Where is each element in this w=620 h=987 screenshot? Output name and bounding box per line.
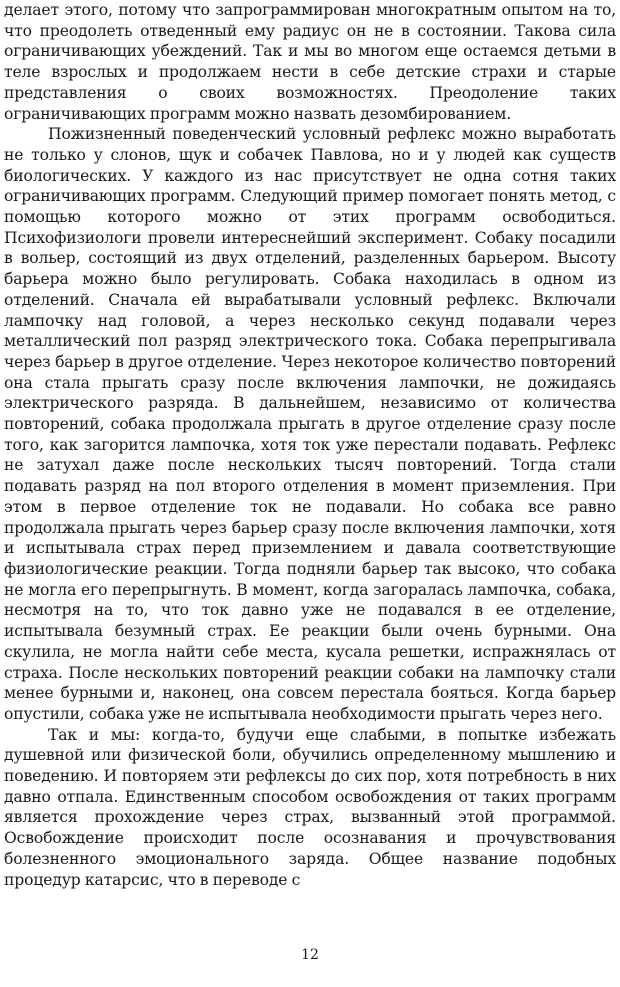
paragraph-1: делает этого, потому что запрограммирован многократным опытом на то, что преодолеть отведенный ему радиус он не в состоянии. Такова сила ограничивающих убеждений. Так и мы во многом еще остаемся детьми в теле взрослых и продолжаем нести в себе детские страхи и старые представления о своих возможностях. Преодоление таких ограничивающих программ можно назвать дезомбированием. [4, 1, 616, 123]
paragraph-3: Так и мы: когда-то, будучи еще слабыми, в попытке избежать душевной или физической боли, обучились определенному мышлению и поведению. И повторяем эти рефлексы до сих пор, хотя потребность в них давно отпала. Единственным способом освобождения от таких программ является прохождение через страх, вызванный этой программой. Освобождение происходит после осознавания и прочувствования болезненного эмоционального заряда. Общее название подобных процедур катарсис, что в переводе с [4, 725, 616, 889]
book-page [4, 0, 616, 987]
body-text [4, 0, 616, 890]
paragraph-2: Пожизненный поведенческий условный рефлекс можно выработать не только у слонов, щук и собачек Павлова, но и у людей как существ биологических. У каждого из нас присутствует не одна сотня таких ограничивающих программ. Следующий пример помогает понять метод, с помощью которого можно от этих программ освободиться. Психофизиологи провели интереснейший эксперимент. Собаку посадили в вольер, состоящий из двух отделений, разделенных барьером. Высоту барьера можно было регулировать. Собака находилась в одном из отделений. Сначала ей вырабатывали условный рефлекс. Включали лампочку над головой, а через несколько секунд подавали через металлический пол разряд электрического тока. Собака перепрыгивала через барьер в другое отделение. Через некоторое количество повторений она стала прыгать сразу после включения лампочки, не дожидаясь электрического разряда. В дальнейшем, независимо от количества повторений, собака продолжала прыгать в другое отделение сразу после того, как загорится лампочка, хотя ток уже перестали подавать. Рефлекс не затухал даже после нескольких тысяч повторений. Тогда стали подавать разряд на пол второго отделения в момент приземления. При этом в первое отделение ток не подавали. Но собака все равно продолжала прыгать через барьер сразу после включения лампочки, хотя и испытывала страх перед приземлением и давала соответствующие физиологические реакции. Тогда подняли барьер так высоко, что собака не могла его перепрыгнуть. В момент, когда загоралась лампочка, собака, несмотря на то, что ток давно уже не подавался в ее отделение, испытывала безумный страх. Ее реакции были очень бурными. Она скулила, не могла найти себе места, кусала решетки, испражнялась от страха. После нескольких повторений реакции собаки на лампочку стали менее бурными и, наконец, она совсем перестала бояться. Когда барьер опустили, собака уже не испытывала необходимости прыгать через него. [4, 125, 616, 723]
page-number: 12 [301, 947, 319, 963]
